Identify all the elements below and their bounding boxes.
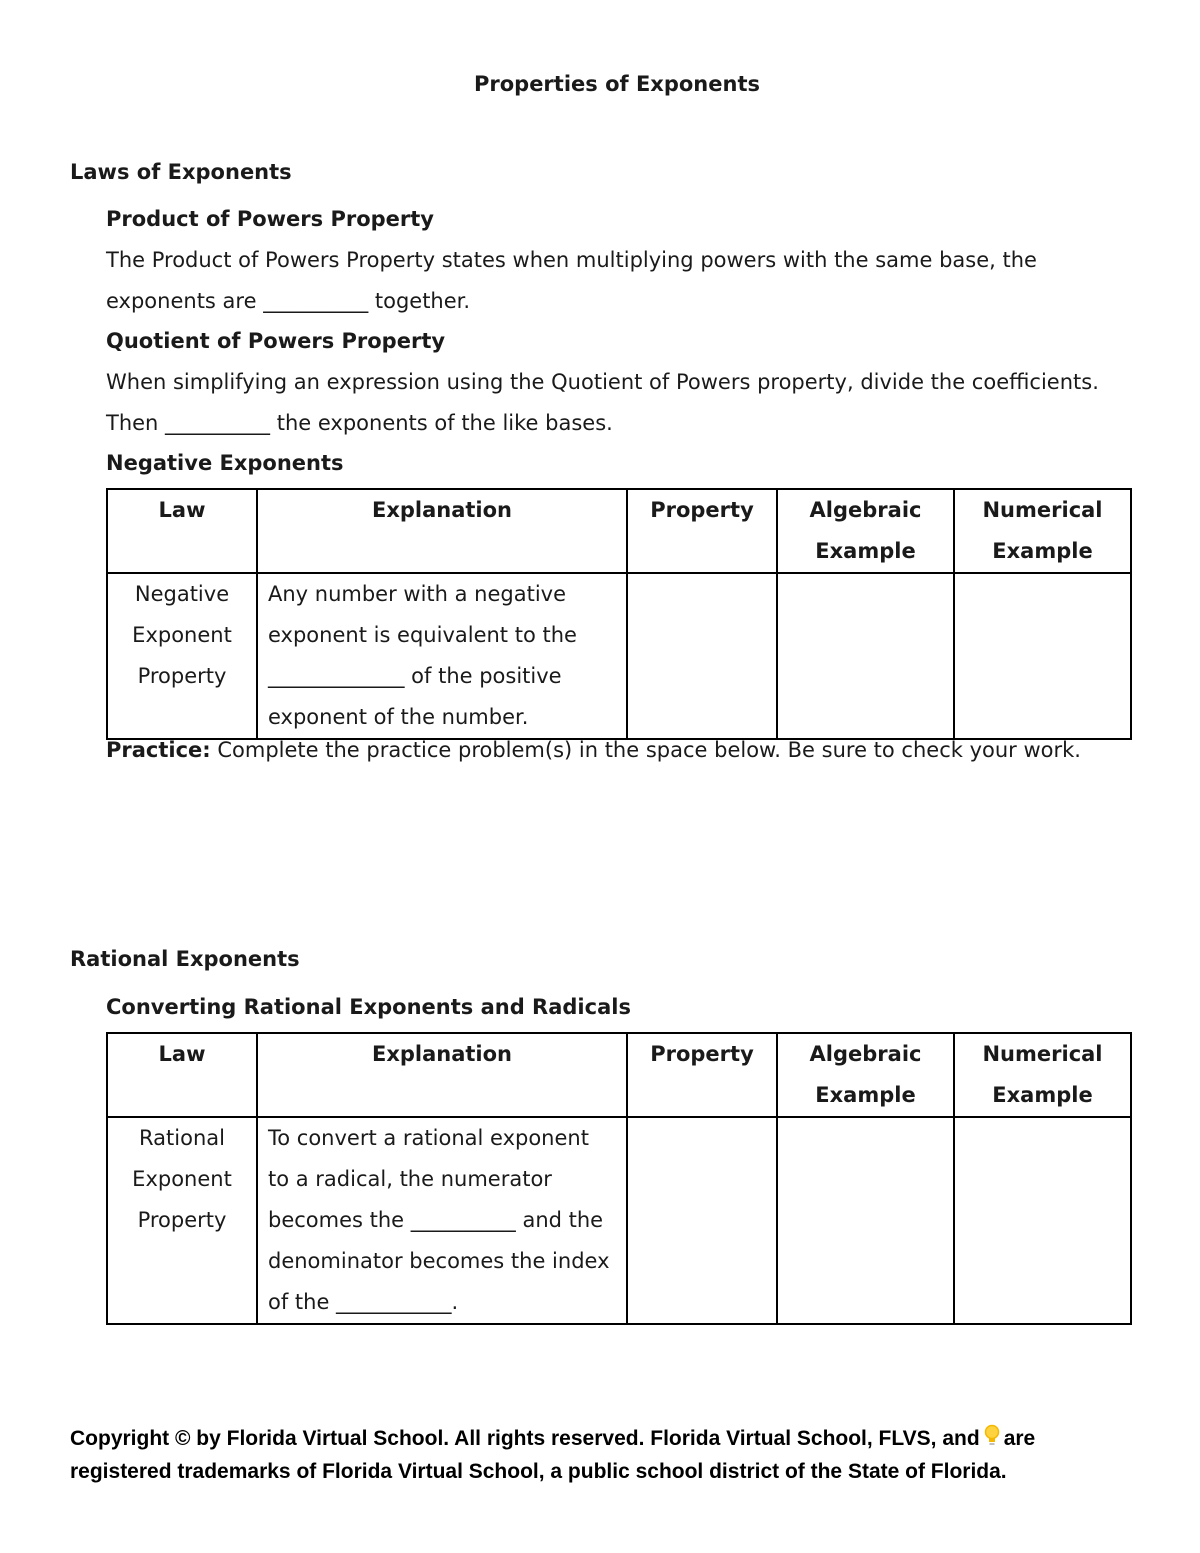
negative-exponents-heading: Negative Exponents [106, 451, 344, 475]
algebraic-example-cell[interactable] [777, 573, 954, 739]
quotient-heading: Quotient of Powers Property [106, 329, 446, 353]
column-header: Property [627, 1033, 777, 1117]
column-header: Algebraic Example [777, 1033, 954, 1117]
column-header: Explanation [257, 1033, 627, 1117]
rational-exponents-table [106, 1032, 1132, 1325]
negative-exponents-table [106, 488, 1132, 740]
converting-heading: Converting Rational Exponents and Radicals [106, 995, 631, 1019]
table-header-row [107, 489, 1131, 573]
law-cell: Negative Exponent Property [107, 573, 257, 739]
quotient-line1: When simplifying an expression using the Quotient of Powers property, divide the coefficients. [106, 370, 1099, 394]
product-line1: The Product of Powers Property states when multiplying powers with the same base, the [106, 248, 1037, 272]
page-title: Properties of Exponents [473, 72, 760, 96]
column-header: Numerical Example [954, 489, 1131, 573]
column-header: Explanation [257, 489, 627, 573]
fill-in-blank: __________ [263, 289, 369, 313]
numerical-example-cell[interactable] [954, 1117, 1131, 1324]
copyright-text: Copyright © by Florida Virtual School. All rights reserved. Florida Virtual School, FLVS, and [70, 1427, 980, 1450]
table-header-row [107, 1033, 1131, 1117]
table-row [107, 573, 1131, 739]
table-row [107, 1117, 1131, 1324]
numerical-example-cell[interactable] [954, 573, 1131, 739]
column-header: Property [627, 489, 777, 573]
laws-heading: Laws of Exponents [70, 160, 292, 184]
practice-text: Complete the practice problem(s) in the space below. Be sure to check your work. [210, 738, 1081, 762]
explanation-cell: Any number with a negative exponent is equivalent to the _____________ of the positive exponent of the number. [257, 573, 627, 739]
product-line2: exponents are __________ together. [106, 281, 1136, 322]
explanation-cell: To convert a rational exponent to a radical, the numerator becomes the __________ and the denominator becomes the index of the ___________. [257, 1117, 627, 1324]
algebraic-example-cell[interactable] [777, 1117, 954, 1324]
quotient-paragraph [106, 362, 1136, 444]
quotient-line2: Then __________ the exponents of the like bases. [106, 403, 1136, 444]
fill-in-blank: __________ [165, 411, 271, 435]
rational-heading: Rational Exponents [70, 947, 300, 971]
copyright-notice [70, 1424, 1110, 1487]
copyright-text-continued: are registered trademarks of Florida Virtual School, a public school district of the State of Florida. [70, 1427, 1036, 1483]
lightbulb-icon [984, 1424, 1000, 1457]
column-header: Law [107, 1033, 257, 1117]
property-cell[interactable] [627, 1117, 777, 1324]
column-header: Numerical Example [954, 1033, 1131, 1117]
column-header: Law [107, 489, 257, 573]
practice-label: Practice: [106, 738, 211, 762]
property-cell[interactable] [627, 573, 777, 739]
practice-instructions [106, 730, 1081, 771]
column-header: Algebraic Example [777, 489, 954, 573]
product-paragraph [106, 240, 1136, 322]
law-cell: Rational Exponent Property [107, 1117, 257, 1324]
product-heading: Product of Powers Property [106, 207, 434, 231]
